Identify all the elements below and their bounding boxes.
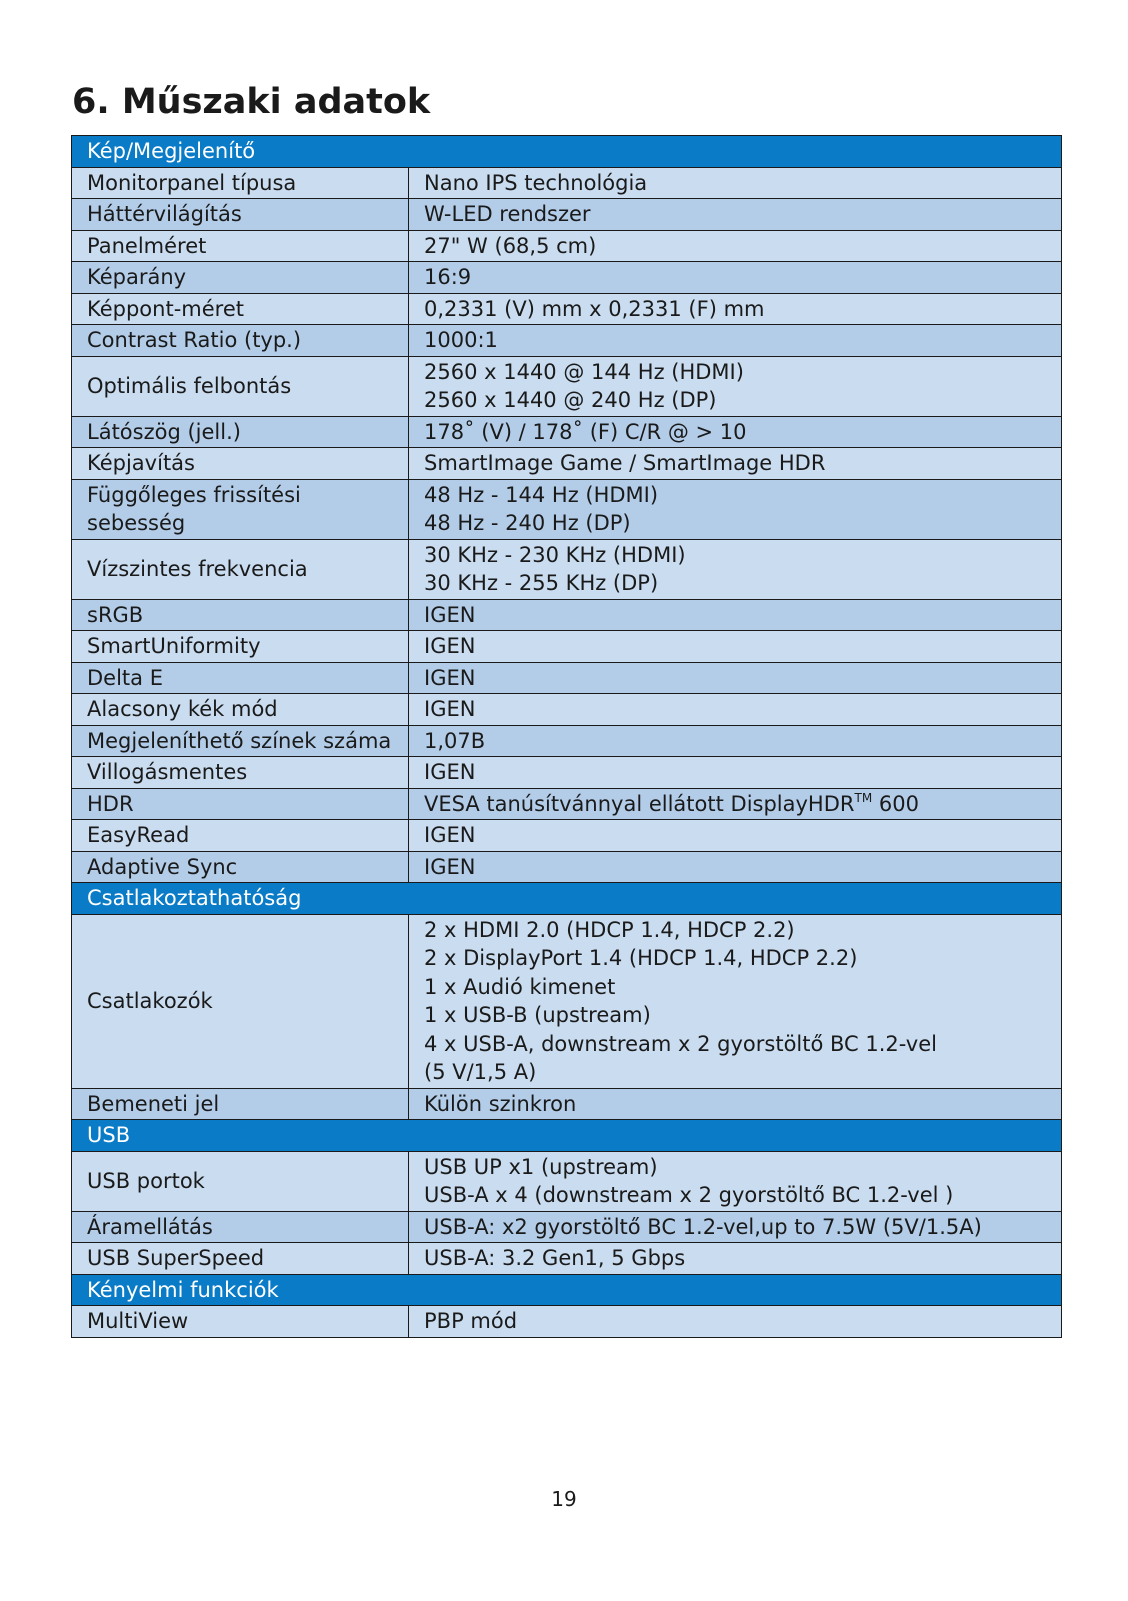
spec-value-line: [424, 1307, 1047, 1336]
spec-value-line: [424, 632, 1047, 661]
spec-value-line: [424, 326, 1047, 355]
spec-value-line: [424, 821, 1047, 850]
spec-label: Optimális felbontás: [72, 356, 409, 416]
spec-value: [409, 230, 1062, 262]
spec-value-line: [424, 569, 1047, 598]
spec-value-line: [424, 358, 1047, 387]
table-row: [72, 757, 1062, 789]
table-row: [72, 293, 1062, 325]
spec-value-text: IGEN: [424, 602, 476, 627]
spec-label: Képjavítás: [72, 448, 409, 480]
spec-value: [409, 1211, 1062, 1243]
spec-value: [409, 1151, 1062, 1211]
spec-value: [409, 416, 1062, 448]
section-header-row: [72, 1120, 1062, 1152]
table-row: [72, 325, 1062, 357]
spec-value-text: 48 Hz - 240 Hz (DP): [424, 511, 631, 535]
spec-value-line: [424, 1213, 1047, 1242]
table-row: [72, 356, 1062, 416]
table-row: [72, 167, 1062, 199]
spec-label: Monitorpanel típusa: [72, 167, 409, 199]
spec-value-text: 178˚ (V) / 178˚ (F) C/R @ > 10: [424, 419, 747, 444]
spec-value: [409, 914, 1062, 1088]
spec-label: MultiView: [72, 1306, 409, 1338]
spec-value: [409, 788, 1062, 820]
spec-label: USB SuperSpeed: [72, 1243, 409, 1275]
spec-value-text: IGEN: [424, 823, 476, 847]
spec-value-line: [424, 1090, 1047, 1119]
table-row: [72, 599, 1062, 631]
table-row: [72, 725, 1062, 757]
table-row: [72, 1306, 1062, 1338]
spec-value: [409, 539, 1062, 599]
specifications-table-body: [72, 136, 1062, 1338]
spec-value-line: [424, 944, 1047, 973]
table-row: [72, 1243, 1062, 1275]
spec-value-text: USB UP x1 (upstream): [424, 1154, 658, 1179]
spec-label: Függőleges frissítési sebesség: [72, 479, 409, 539]
section-header-row: [72, 883, 1062, 915]
spec-value-text: 30 KHz - 230 KHz (HDMI): [424, 542, 686, 567]
spec-value-text: 2560 x 1440 @ 240 Hz (DP): [424, 388, 717, 412]
spec-value-line: [424, 263, 1047, 292]
spec-value-line: [424, 481, 1047, 510]
table-row: [72, 788, 1062, 820]
section-header: Kép/Megjelenítő: [72, 136, 1062, 168]
spec-label: Alacsony kék mód: [72, 694, 409, 726]
page-title: 6. Műszaki adatok: [72, 82, 431, 122]
spec-label: Vízszintes frekvencia: [72, 539, 409, 599]
spec-value-line: [424, 790, 1047, 819]
spec-value-line: [424, 449, 1047, 478]
spec-value: [409, 694, 1062, 726]
spec-label: Csatlakozók: [72, 914, 409, 1088]
spec-value-text: 1000:1: [424, 328, 498, 352]
spec-value-text: 2560 x 1440 @ 144 Hz (HDMI): [424, 359, 744, 384]
spec-value-text: VESA tanúsítvánnyal ellátott DisplayHDR: [424, 791, 855, 816]
table-row: [72, 199, 1062, 231]
table-row: [72, 230, 1062, 262]
spec-label: Képpont-méret: [72, 293, 409, 325]
spec-label: Képarány: [72, 262, 409, 294]
section-header: Kényelmi funkciók: [72, 1274, 1062, 1306]
spec-value: [409, 662, 1062, 694]
spec-value-line: [424, 1153, 1047, 1182]
table-row: [72, 851, 1062, 883]
spec-value-line: [424, 1181, 1047, 1210]
spec-value: [409, 262, 1062, 294]
spec-value-line: [424, 509, 1047, 538]
section-header-row: [72, 136, 1062, 168]
spec-value-text: IGEN: [424, 854, 476, 879]
spec-value-text: Nano IPS technológia: [424, 170, 648, 195]
spec-label: sRGB: [72, 599, 409, 631]
table-row: [72, 479, 1062, 539]
table-row: [72, 694, 1062, 726]
spec-label: Háttérvilágítás: [72, 199, 409, 231]
spec-label: Villogásmentes: [72, 757, 409, 789]
spec-value: [409, 631, 1062, 663]
spec-value: [409, 851, 1062, 883]
trademark-superscript: TM: [854, 790, 873, 805]
spec-value: [409, 725, 1062, 757]
spec-label: Látószög (jell.): [72, 416, 409, 448]
spec-value-text: 1 x USB-B (upstream): [424, 1003, 651, 1027]
spec-value-line: [424, 169, 1047, 198]
spec-label: Adaptive Sync: [72, 851, 409, 883]
spec-value-text: 16:9: [424, 265, 472, 289]
spec-value-line: [424, 973, 1047, 1002]
spec-value-text: 2 x DisplayPort 1.4 (HDCP 1.4, HDCP 2.2): [424, 946, 858, 970]
table-row: [72, 1088, 1062, 1120]
table-row: [72, 539, 1062, 599]
table-row: [72, 631, 1062, 663]
table-row: [72, 914, 1062, 1088]
spec-value-line: [424, 232, 1047, 261]
spec-value-line: [424, 386, 1047, 415]
spec-value: [409, 293, 1062, 325]
spec-value: [409, 167, 1062, 199]
specifications-table: [71, 135, 1062, 1338]
spec-value-line: [424, 727, 1047, 756]
spec-value-line: [424, 853, 1047, 882]
spec-value-text: IGEN: [424, 665, 476, 690]
spec-label: HDR: [72, 788, 409, 820]
spec-value: [409, 1306, 1062, 1338]
spec-value-text: USB-A: x2 gyorstöltő BC 1.2-vel,up to 7.5W (5V/1.5A): [424, 1214, 982, 1239]
spec-value-line: [424, 601, 1047, 630]
spec-label: Bemeneti jel: [72, 1088, 409, 1120]
spec-value-text: (5 V/1,5 A): [424, 1060, 537, 1084]
spec-value-text: 600: [872, 791, 919, 816]
spec-value-text: USB-A x 4 (downstream x 2 gyorstöltő BC 1.2-vel ): [424, 1183, 954, 1207]
spec-value-text: 30 KHz - 255 KHz (DP): [424, 571, 659, 595]
spec-value: [409, 479, 1062, 539]
table-row: [72, 1211, 1062, 1243]
spec-value: [409, 757, 1062, 789]
spec-value: [409, 599, 1062, 631]
spec-label: Panelméret: [72, 230, 409, 262]
table-row: [72, 262, 1062, 294]
spec-value-text: 48 Hz - 144 Hz (HDMI): [424, 482, 659, 507]
spec-value-text: 1,07B: [424, 728, 486, 753]
spec-value-text: IGEN: [424, 634, 476, 658]
spec-value-line: [424, 295, 1047, 324]
spec-label: Áramellátás: [72, 1211, 409, 1243]
spec-label: EasyRead: [72, 820, 409, 852]
section-header: Csatlakoztathatóság: [72, 883, 1062, 915]
spec-value: [409, 325, 1062, 357]
spec-value-line: [424, 664, 1047, 693]
spec-value-line: [424, 758, 1047, 787]
spec-value-text: W-LED rendszer: [424, 202, 591, 226]
spec-value: [409, 820, 1062, 852]
spec-value-line: [424, 916, 1047, 945]
spec-value-text: 0,2331 (V) mm x 0,2331 (F) mm: [424, 296, 765, 321]
spec-value-text: USB-A: 3.2 Gen1, 5 Gbps: [424, 1246, 686, 1270]
section-header: USB: [72, 1120, 1062, 1152]
spec-value-line: [424, 541, 1047, 570]
section-header-row: [72, 1274, 1062, 1306]
spec-label: Megjeleníthető színek száma: [72, 725, 409, 757]
spec-value-text: SmartImage Game / SmartImage HDR: [424, 451, 826, 475]
spec-value-text: PBP mód: [424, 1309, 518, 1333]
table-row: [72, 448, 1062, 480]
spec-value-line: [424, 200, 1047, 229]
table-row: [72, 1151, 1062, 1211]
spec-value-text: 27" W (68,5 cm): [424, 233, 597, 258]
spec-value-text: Külön szinkron: [424, 1091, 577, 1116]
spec-value: [409, 356, 1062, 416]
spec-value: [409, 1243, 1062, 1275]
spec-label: USB portok: [72, 1151, 409, 1211]
spec-value-line: [424, 1030, 1047, 1059]
spec-value: [409, 448, 1062, 480]
spec-value: [409, 199, 1062, 231]
spec-label: Delta E: [72, 662, 409, 694]
spec-value-text: 4 x USB-A, downstream x 2 gyorstöltő BC 1.2-vel: [424, 1031, 937, 1056]
table-row: [72, 820, 1062, 852]
spec-value-text: 2 x HDMI 2.0 (HDCP 1.4, HDCP 2.2): [424, 917, 795, 942]
spec-value-line: [424, 1058, 1047, 1087]
spec-value-line: [424, 1244, 1047, 1273]
spec-label: Contrast Ratio (typ.): [72, 325, 409, 357]
spec-value: [409, 1088, 1062, 1120]
spec-value-text: IGEN: [424, 760, 476, 784]
page-number: 19: [551, 1487, 577, 1511]
spec-value-line: [424, 1001, 1047, 1030]
spec-label: SmartUniformity: [72, 631, 409, 663]
table-row: [72, 662, 1062, 694]
spec-value-line: [424, 418, 1047, 447]
spec-value-text: IGEN: [424, 697, 476, 721]
spec-value-line: [424, 695, 1047, 724]
spec-value-text: 1 x Audió kimenet: [424, 974, 616, 999]
table-row: [72, 416, 1062, 448]
